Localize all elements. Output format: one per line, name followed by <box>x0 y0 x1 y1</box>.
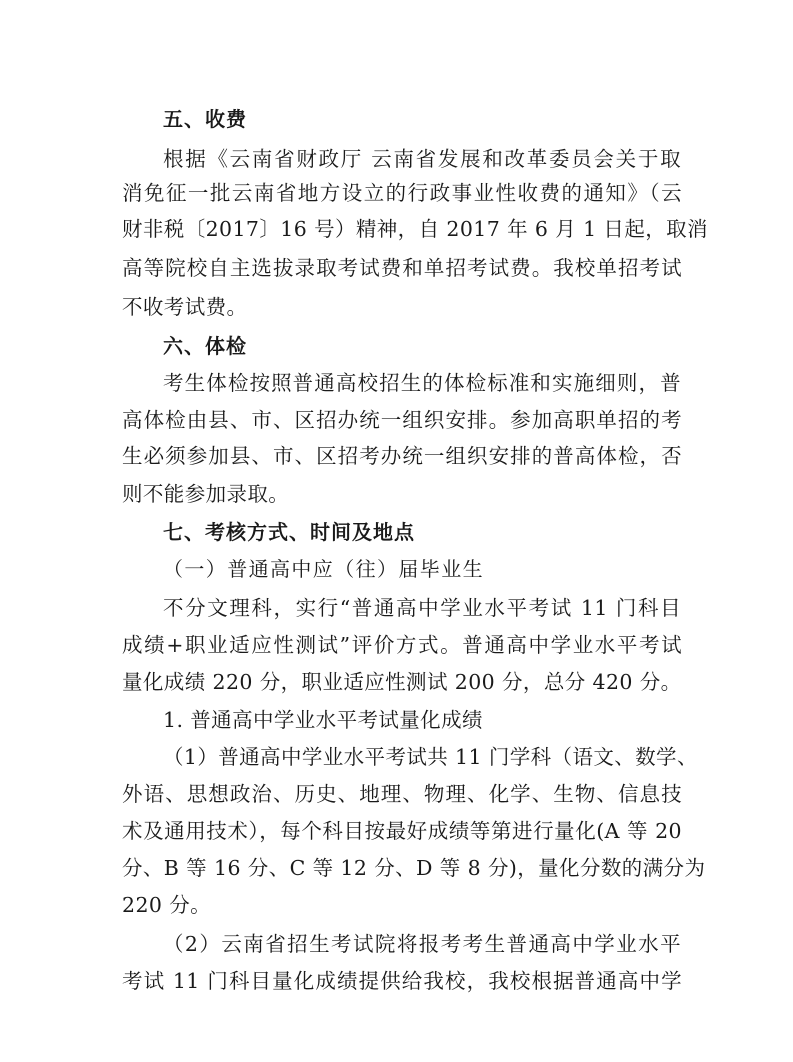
paragraph-line: 量化成绩 220 分，职业适应性测试 200 分，总分 420 分。 <box>122 670 682 694</box>
paragraph-line: 不分文理科，实行“普通高中学业水平考试 11 门科目 <box>163 596 681 620</box>
paragraph-line: （1）普通高中学业水平考试共 11 门学科（语文、数学、 <box>163 745 698 769</box>
section-heading-assessment: 七、考核方式、时间及地点 <box>163 520 415 544</box>
paragraph-line: 分、B 等 16 分、C 等 12 分、D 等 8 分)，量化分数的满分为 <box>122 856 706 880</box>
paragraph-line: （2）云南省招生考试院将报考考生普通高中学业水平 <box>163 932 681 956</box>
paragraph-line: 根据《云南省财政厅 云南省发展和改革委员会关于取 <box>163 147 681 171</box>
paragraph-line: 则不能参加录取。 <box>122 482 290 506</box>
section-heading-fees: 五、收费 <box>163 107 247 131</box>
paragraph-line: 消免征一批云南省地方设立的行政事业性收费的通知》（云 <box>122 181 682 205</box>
paragraph-line: 考生体检按照普通高校招生的体检标准和实施细则，普 <box>163 371 681 395</box>
section-heading-physical-exam: 六、体检 <box>163 334 247 358</box>
paragraph-line: 外语、思想政治、历史、地理、物理、化学、生物、信息技 <box>122 782 682 806</box>
paragraph-line: 高等院校自主选拔录取考试费和单招考试费。我校单招考试 <box>122 256 682 280</box>
paragraph-line: 财非税〔2017〕16 号）精神，自 2017 年 6 月 1 日起，取消 <box>122 217 708 241</box>
paragraph-line: 术及通用技术），每个科目按最好成绩等第进行量化(A 等 20 <box>122 819 682 843</box>
item-heading: 1. 普通高中学业水平考试量化成绩 <box>163 708 483 732</box>
paragraph-line: 成绩+职业适应性测试”评价方式。普通高中学业水平考试 <box>122 633 682 657</box>
paragraph-line: 高体检由县、市、区招办统一组织安排。参加高职单招的考 <box>122 408 682 432</box>
subsection-heading: （一）普通高中应（往）届毕业生 <box>163 557 484 581</box>
paragraph-line: 考试 11 门科目量化成绩提供给我校，我校根据普通高中学 <box>122 969 682 993</box>
paragraph-line: 不收考试费。 <box>122 295 248 319</box>
paragraph-line: 生必须参加县、市、区招考办统一组织安排的普高体检，否 <box>122 444 682 468</box>
paragraph-line: 220 分。 <box>122 893 212 917</box>
